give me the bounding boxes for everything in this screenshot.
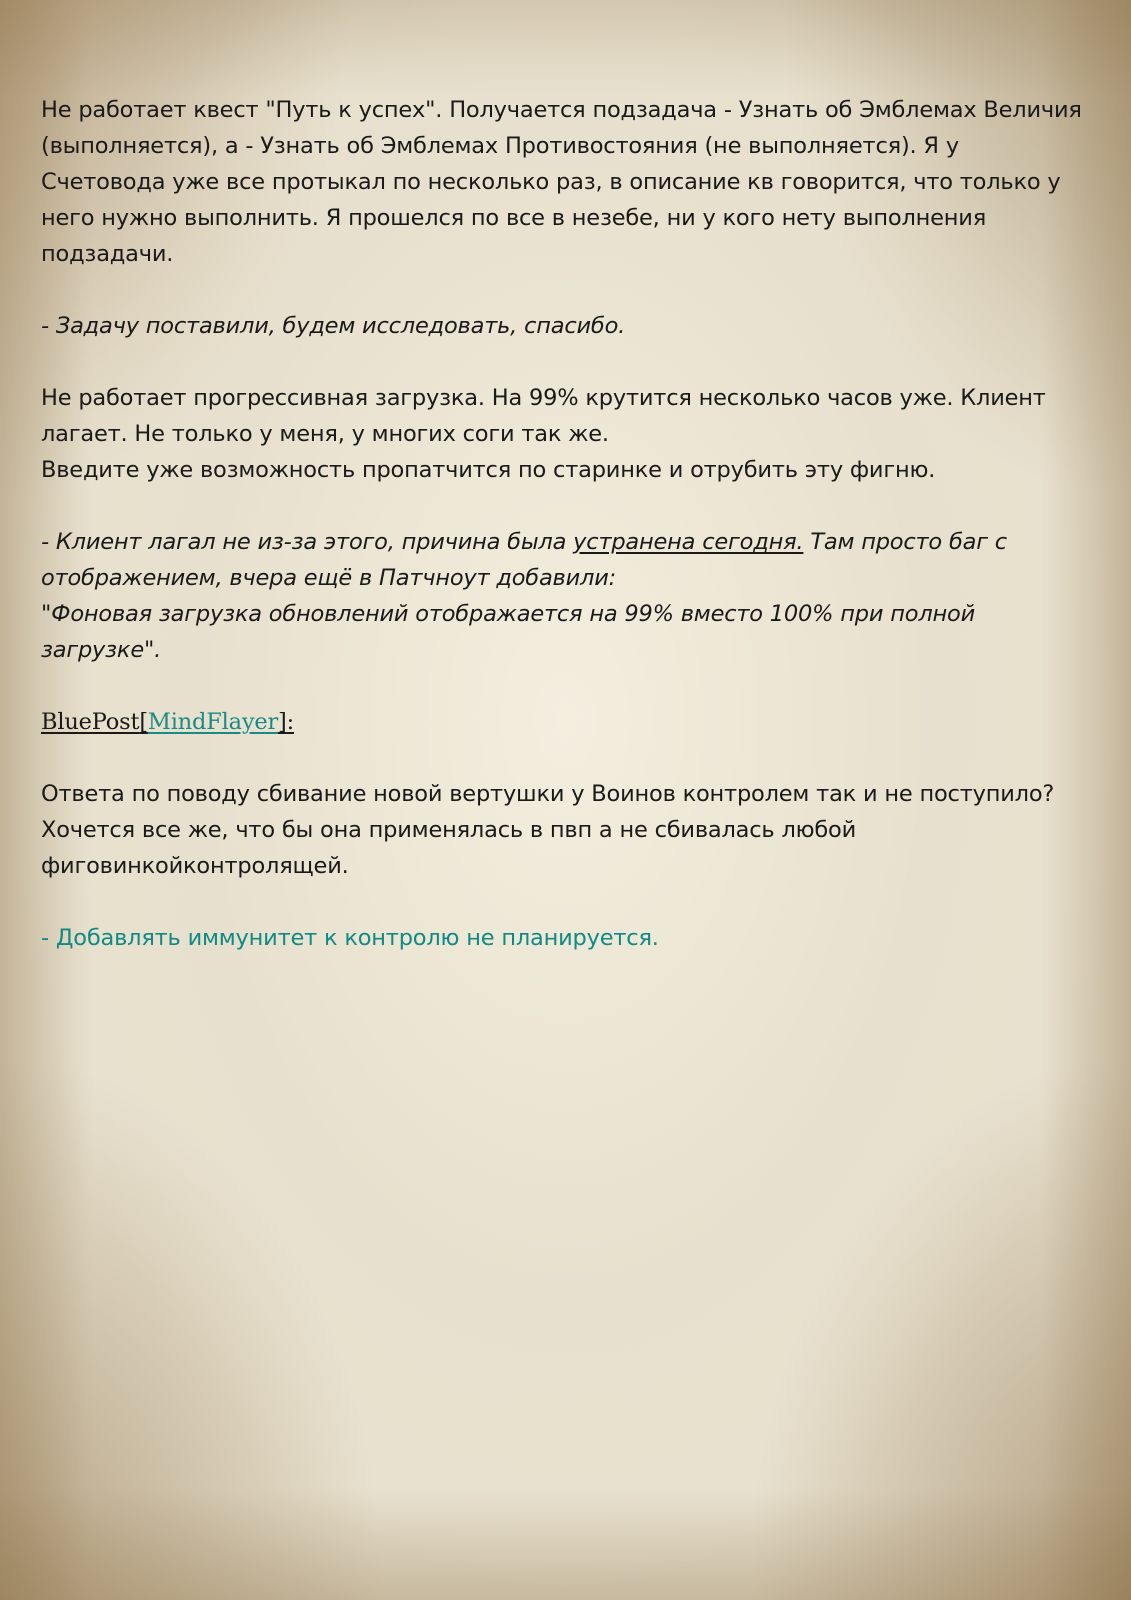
fixed-today-link[interactable]: устранена сегодня.: [573, 529, 804, 555]
bluepost-author-link[interactable]: MindFlayer: [147, 709, 279, 735]
question-quest: Не работает квест "Путь к успех". Получается подзадача - Узнать об Эмблемах Величия (выполняется), а - Узнать об Эмблемах Противостояния (не выполняется). Я у Счетовода уже все протыкал по несколько раз, в описание кв говорится, что только у него нужно выполнить. Я прошелся по все в незебе, ни у кого нету выполнения подзадачи.: [41, 97, 1082, 267]
bluepost-label: BluePost: [41, 709, 140, 735]
bluepost-colon: :: [286, 709, 294, 735]
answer-text-prefix: - Клиент лагал не из-за этого, причина была: [41, 529, 574, 555]
answer-quest: - Задачу поставили, будем исследовать, спасибо.: [41, 313, 626, 339]
bluepost-bracket-close: ]: [278, 709, 287, 735]
bluepost-bracket-open: [: [139, 709, 148, 735]
question-progressive-download: Не работает прогрессивная загрузка. На 99% крутится несколько часов уже. Клиент лагает. Не только у меня, у многих соги так же. Введите уже возможность пропатчится по старинке и отрубить эту фигню.: [41, 385, 1046, 483]
answer-progressive-download: [41, 524, 1086, 668]
document-body: [41, 92, 1086, 992]
bluepost-header: [41, 704, 1086, 740]
answer-warrior-spin: - Добавлять иммунитет к контролю не планируется.: [41, 925, 659, 951]
answer-text-suffix: Там просто баг с отображением, вчера ещё в Патчноут добавили: "Фоновая загрузка обновлений отображается на 99% вместо 100% при полной загрузке".: [41, 529, 1007, 663]
question-warrior-spin: Ответа по поводу сбивание новой вертушки у Воинов контролем так и не поступило? Хочется все же, что бы она применялась в пвп а не сбивалась любой фиговинкойконтролящей.: [41, 781, 1055, 879]
